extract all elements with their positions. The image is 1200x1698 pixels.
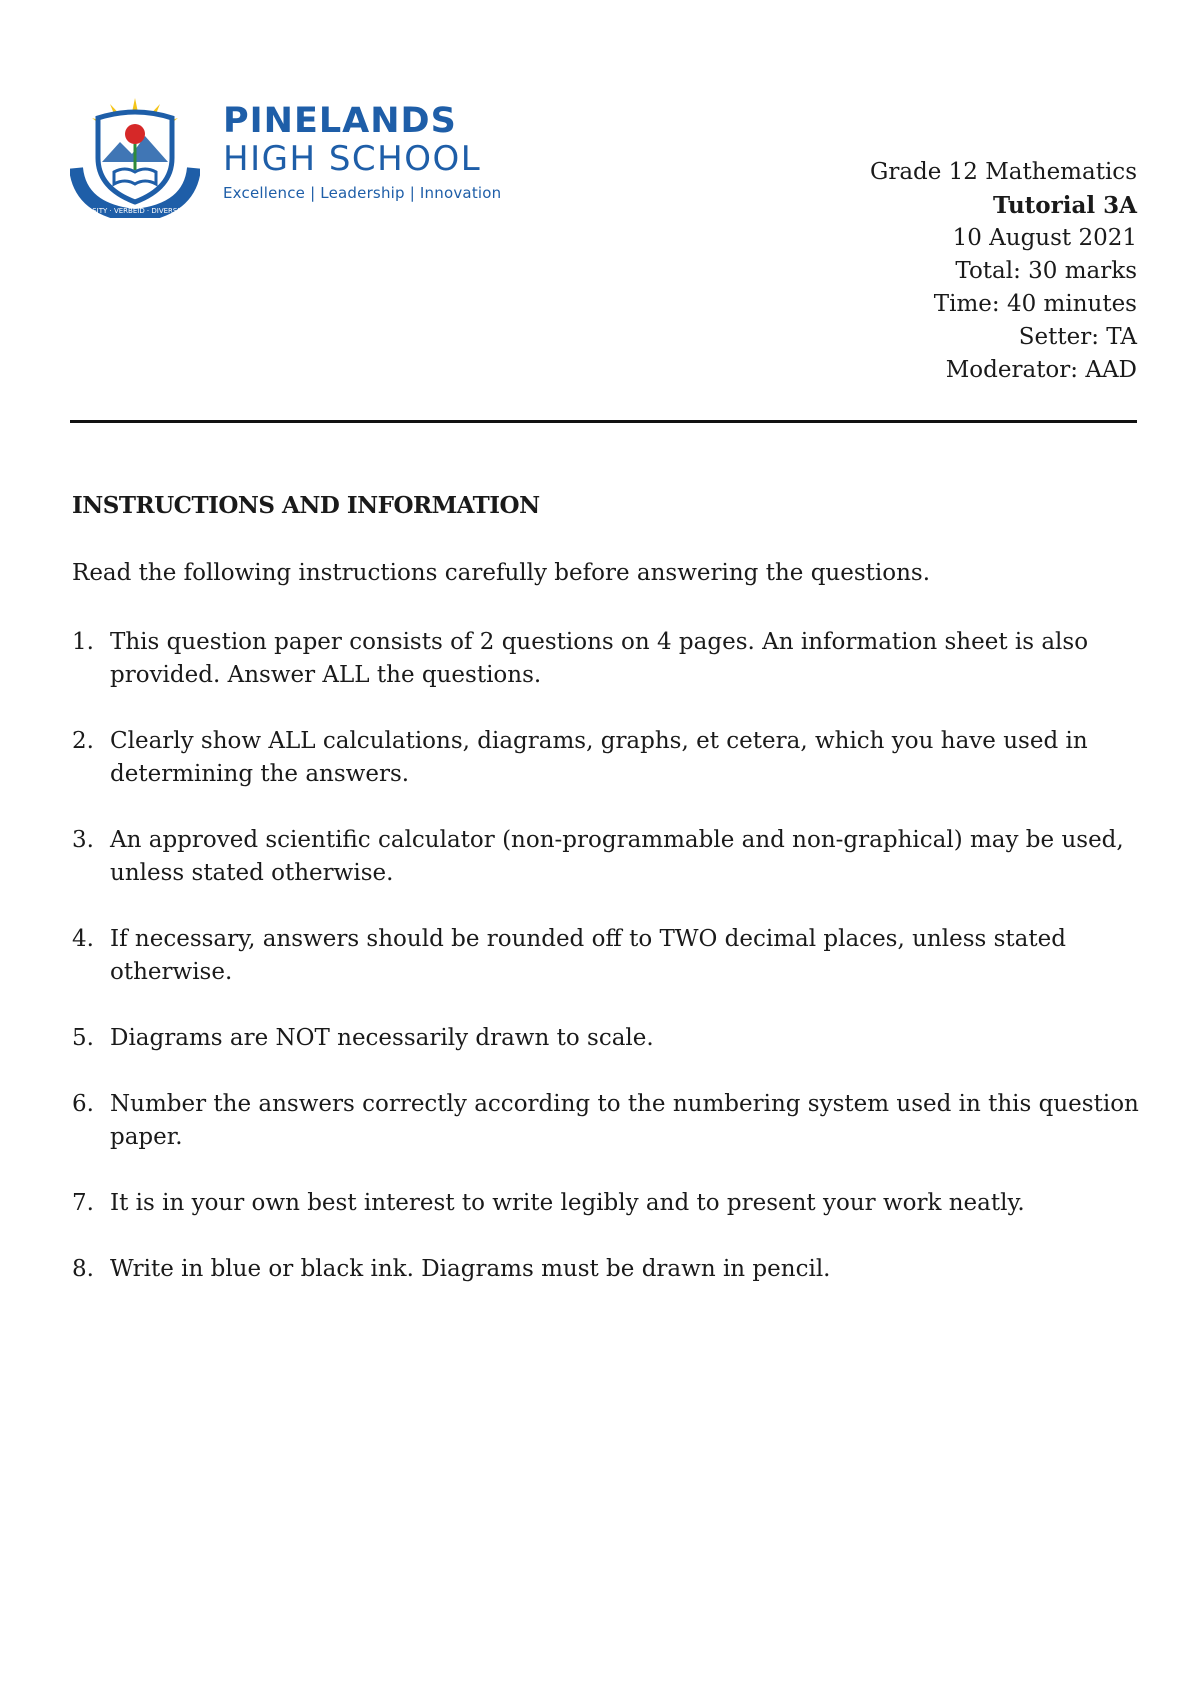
- logo-motto: Excellence | Leadership | Innovation: [223, 184, 502, 202]
- section-title: INSTRUCTIONS AND INFORMATION: [72, 492, 540, 519]
- total-marks-line: Total: 30 marks: [955, 258, 1137, 284]
- instruction-number: 5.: [72, 1025, 94, 1051]
- instruction-text: Write in blue or black ink. Diagrams must be drawn in pencil.: [110, 1256, 831, 1282]
- instruction-text: Diagrams are NOT necessarily drawn to scale.: [110, 1025, 654, 1051]
- instruction-text: If necessary, answers should be rounded off to TWO decimal places, unless stated otherwise.: [110, 926, 1066, 985]
- intro-text: Read the following instructions carefully before answering the questions.: [72, 560, 931, 586]
- instruction-item: [72, 1187, 1142, 1220]
- school-logo: [70, 92, 530, 222]
- instruction-item: [72, 923, 1142, 989]
- instruction-item: [72, 626, 1142, 692]
- crest-banner-text: DIVERSITY · VERBEID · DIVERSIDADE: [70, 207, 200, 215]
- instruction-item: [72, 1022, 1142, 1055]
- instruction-item: [72, 824, 1142, 890]
- instruction-number: 6.: [72, 1091, 94, 1117]
- instruction-item: [72, 1253, 1142, 1286]
- logo-name-line1: PINELANDS: [223, 101, 457, 141]
- instruction-number: 8.: [72, 1256, 94, 1282]
- date-line: 10 August 2021: [952, 225, 1137, 251]
- time-line: Time: 40 minutes: [933, 291, 1137, 317]
- instruction-text: This question paper consists of 2 questions on 4 pages. An information sheet is also provided. Answer ALL the questions.: [110, 629, 1089, 688]
- instruction-number: 3.: [72, 827, 94, 853]
- logo-name-line2: HIGH SCHOOL: [223, 139, 482, 179]
- paper-title: Tutorial 3A: [992, 192, 1137, 219]
- moderator-line: Moderator: AAD: [945, 357, 1137, 383]
- instruction-text: An approved scientific calculator (non-programmable and non-graphical) may be used, unless stated otherwise.: [110, 827, 1124, 886]
- instruction-number: 1.: [72, 629, 94, 655]
- instruction-text: Number the answers correctly according to the numbering system used in this question paper.: [110, 1091, 1139, 1150]
- header-divider: [70, 420, 1137, 423]
- instruction-text: Clearly show ALL calculations, diagrams, graphs, et cetera, which you have used in determining the answers.: [110, 728, 1088, 787]
- instruction-number: 4.: [72, 926, 94, 952]
- paper-header-info: [870, 156, 1137, 387]
- instruction-item: [72, 1088, 1142, 1154]
- logo-wordmark: [223, 102, 501, 204]
- instruction-text: It is in your own best interest to write legibly and to present your work neatly.: [110, 1190, 1025, 1216]
- instruction-number: 7.: [72, 1190, 94, 1216]
- setter-line: Setter: TA: [1018, 324, 1137, 350]
- instruction-number: 2.: [72, 728, 94, 754]
- school-crest-icon: [70, 92, 200, 218]
- instructions-list: [72, 626, 1142, 1319]
- subject-line: Grade 12 Mathematics: [869, 159, 1137, 185]
- instruction-item: [72, 725, 1142, 791]
